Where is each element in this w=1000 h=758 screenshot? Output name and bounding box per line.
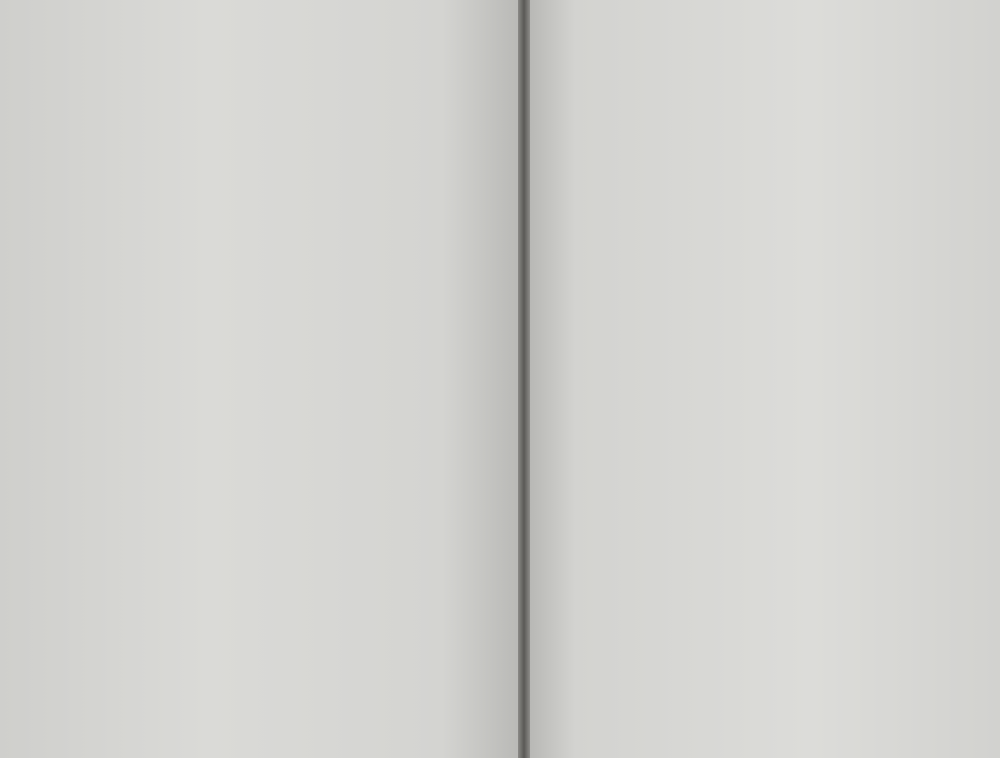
book-gutter	[518, 0, 530, 758]
right-page	[528, 0, 1000, 758]
